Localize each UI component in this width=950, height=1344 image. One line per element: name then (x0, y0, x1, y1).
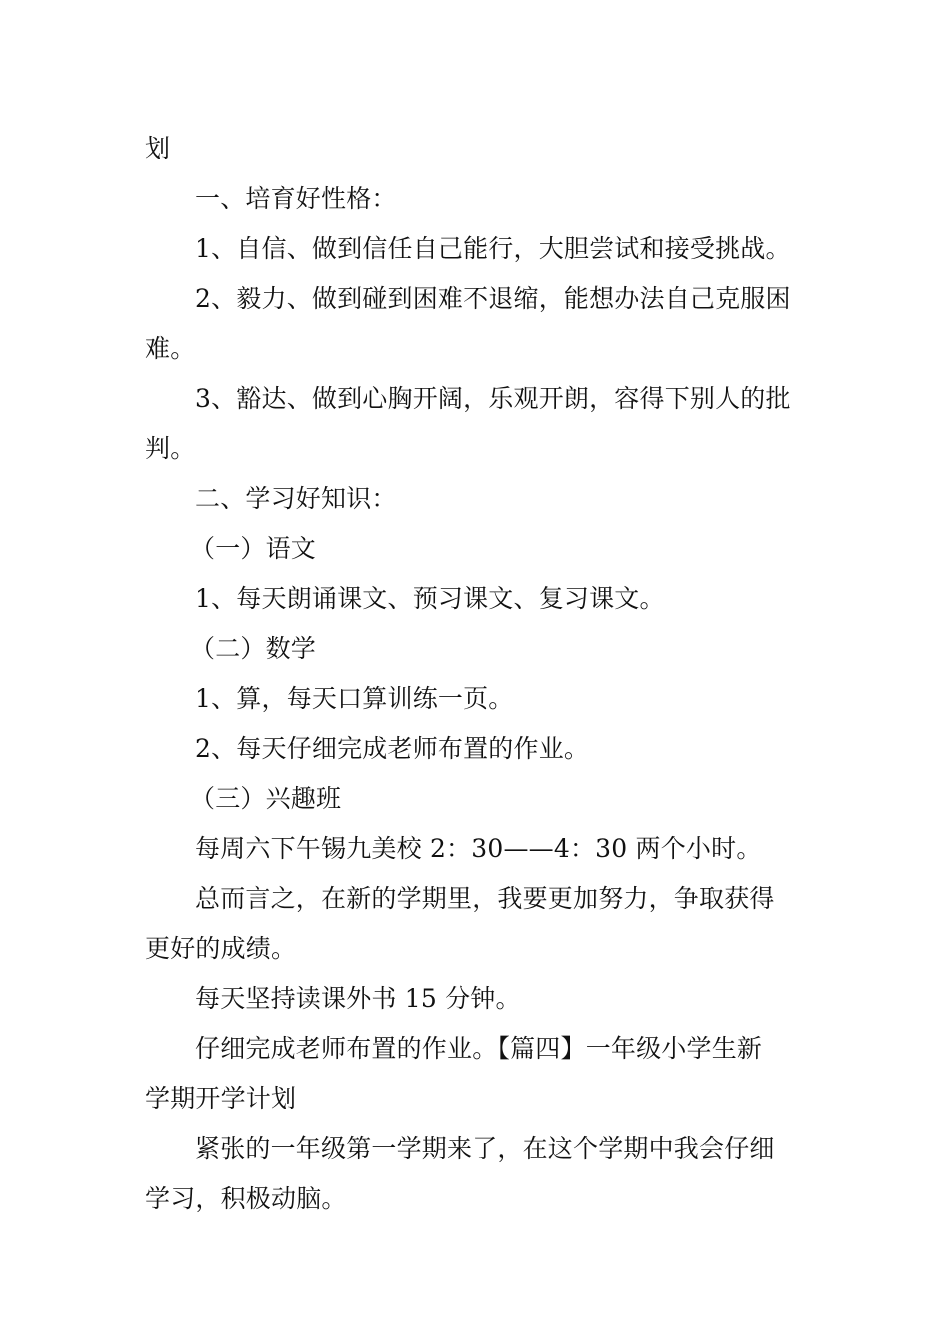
text-line: 判。 (145, 434, 196, 463)
text-line: 1、算，每天口算训练一页。 (195, 684, 514, 713)
text-line: 总而言之，在新的学期里，我要更加努力，争取获得 (195, 884, 775, 913)
section-heading: 二、学习好知识： (195, 484, 397, 513)
text-line: 1、自信、做到信任自己能行，大胆尝试和接受挑战。 (195, 234, 791, 263)
text-line: 3、豁达、做到心胸开阔，乐观开朗，容得下别人的批 (195, 384, 791, 413)
text-line: 难。 (145, 334, 196, 363)
subsection-heading: （二）数学 (190, 634, 317, 663)
text-line: 更好的成绩。 (145, 934, 297, 963)
text-line: 划 (145, 134, 171, 163)
text-line: 学习，积极动脑。 (145, 1184, 347, 1213)
text-line: 每周六下午锡九美校 2：30——4：30 两个小时。 (195, 834, 762, 863)
text-line: 2、每天仔细完成老师布置的作业。 (195, 734, 590, 763)
subsection-heading: （三）兴趣班 (190, 784, 342, 813)
text-line: 紧张的一年级第一学期来了，在这个学期中我会仔细 (195, 1134, 775, 1163)
text-line: 仔细完成老师布置的作业。【篇四】一年级小学生新 (195, 1034, 763, 1063)
text-line: 每天坚持读课外书 15 分钟。 (195, 984, 521, 1013)
text-line: 2、毅力、做到碰到困难不退缩，能想办法自己克服困 (195, 284, 791, 313)
section-heading: 一、培育好性格： (195, 184, 397, 213)
text-line: 学期开学计划 (145, 1084, 297, 1113)
text-line: 1、每天朗诵课文、预习课文、复习课文。 (195, 584, 665, 613)
subsection-heading: （一）语文 (190, 534, 317, 563)
